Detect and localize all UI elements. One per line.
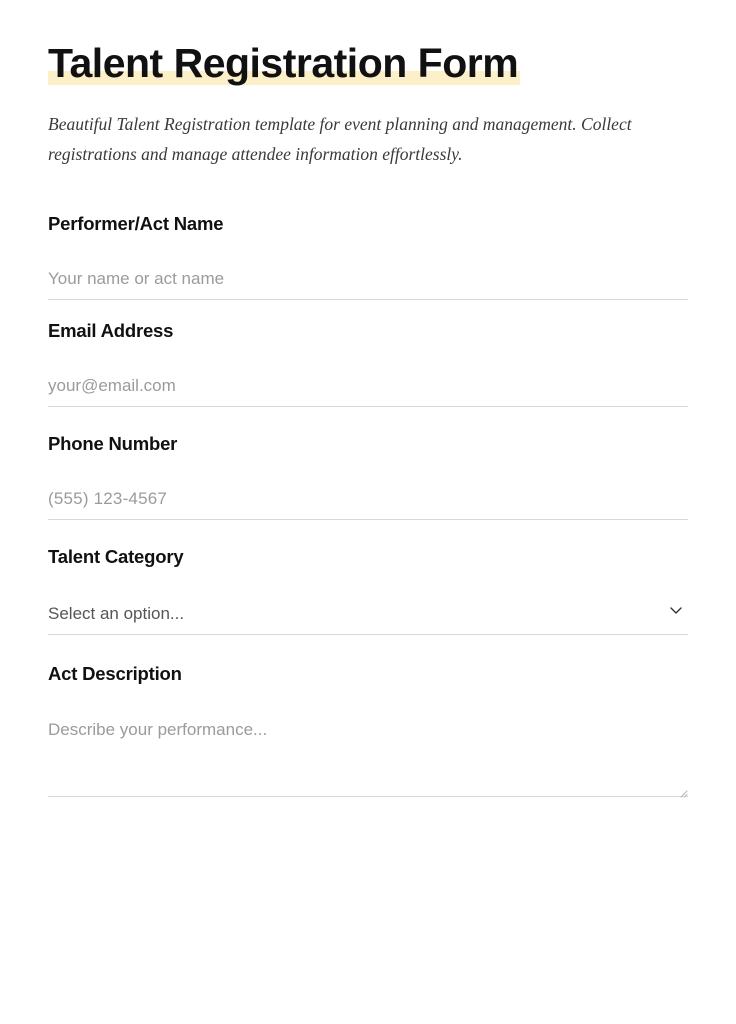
form-description: Beautiful Talent Registration template for event planning and management. Collect registrations and manage attendee information effortlessly. — [48, 114, 632, 165]
talent-category-select[interactable] — [48, 604, 688, 635]
phone-number-input[interactable] — [48, 489, 688, 519]
field-label-phone-number: Phone Number — [48, 433, 178, 455]
performer-act-name-input[interactable] — [48, 269, 688, 299]
field-talent-category — [48, 546, 688, 635]
field-act-description — [48, 663, 688, 797]
input-row-email-address — [48, 376, 688, 407]
field-label-talent-category: Talent Category — [48, 546, 184, 568]
input-row-performer-act-name — [48, 269, 688, 300]
field-performer-act-name — [48, 213, 688, 300]
textarea-row-act-description — [48, 719, 688, 797]
resize-handle-icon[interactable] — [678, 785, 688, 795]
email-address-input[interactable] — [48, 376, 688, 406]
form-fields — [48, 213, 688, 797]
page-title: Talent Registration Form — [48, 40, 519, 86]
input-row-phone-number — [48, 489, 688, 520]
field-email-address — [48, 320, 688, 407]
field-phone-number — [48, 433, 688, 520]
page-title-wrapper — [48, 40, 518, 87]
field-label-act-description: Act Description — [48, 663, 182, 685]
talent-category-selected-value: Select an option... — [48, 604, 185, 624]
field-label-performer-act-name: Performer/Act Name — [48, 213, 224, 235]
field-label-email-address: Email Address — [48, 320, 174, 342]
act-description-textarea[interactable] — [48, 719, 688, 797]
